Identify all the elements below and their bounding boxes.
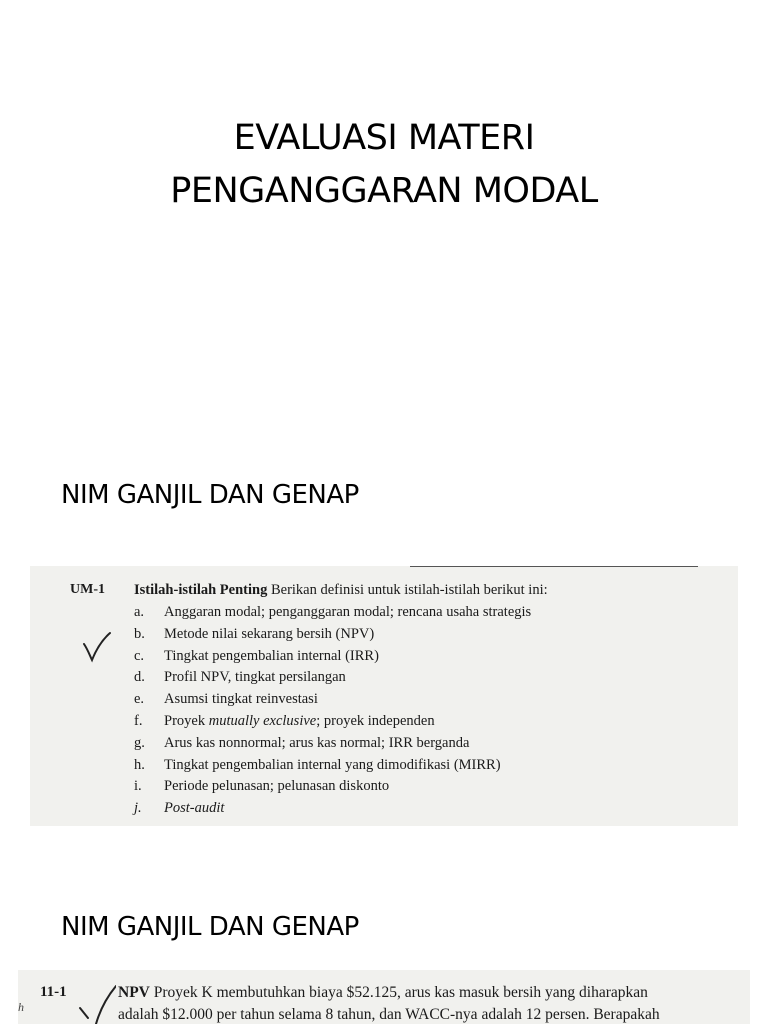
item-letter: a. bbox=[134, 604, 145, 620]
question-heading-bold: Istilah-istilah Penting bbox=[134, 582, 268, 598]
item-letter: b. bbox=[134, 625, 145, 642]
top-rule bbox=[410, 566, 698, 567]
list-item bbox=[134, 626, 531, 648]
section-heading-2: NIM GANJIL DAN GENAP bbox=[61, 912, 359, 942]
title-line-1: EVALUASI MATERI bbox=[233, 118, 535, 158]
question-heading-rest: Berikan definisi untuk istilah-istilah berikut ini: bbox=[267, 582, 548, 598]
item-letter: i. bbox=[134, 778, 142, 795]
section-heading-1: NIM GANJIL DAN GENAP bbox=[61, 480, 359, 510]
scanned-excerpt-11-1 bbox=[18, 970, 750, 1024]
problem-text-line-2: adalah $12.000 per tahun selama 8 tahun, dan WACC-nya adalah 12 persen. Berapakah bbox=[118, 1006, 660, 1023]
handwritten-check-icon bbox=[80, 630, 114, 664]
item-text: Asumsi tingkat reinvestasi bbox=[164, 691, 318, 708]
list-item bbox=[134, 735, 531, 757]
scanned-excerpt-um1 bbox=[30, 566, 738, 826]
item-text: Post-audit bbox=[164, 800, 225, 817]
list-item bbox=[134, 713, 531, 735]
item-text: Tingkat pengembalian internal yang dimodifikasi (MIRR) bbox=[164, 756, 501, 773]
item-text: Arus kas nonnormal; arus kas normal; IRR berganda bbox=[164, 734, 470, 751]
list-item bbox=[134, 691, 531, 713]
slide-title bbox=[0, 112, 768, 218]
item-letter: h. bbox=[134, 756, 145, 773]
list-item bbox=[134, 669, 531, 691]
item-text: Metode nilai sekarang bersih (NPV) bbox=[164, 625, 375, 642]
edge-mark: h bbox=[18, 1000, 24, 1014]
item-text: Proyek mutually exclusive; proyek independen bbox=[164, 712, 435, 729]
list-item bbox=[134, 604, 531, 626]
item-letter: d. bbox=[134, 669, 145, 686]
list-item bbox=[134, 800, 531, 822]
item-letter: e. bbox=[134, 691, 145, 708]
item-text: Periode pelunasan; pelunasan diskonto bbox=[164, 778, 390, 795]
item-letter: f. bbox=[134, 712, 143, 729]
list-item bbox=[134, 757, 531, 779]
item-text: Profil NPV, tingkat persilangan bbox=[164, 669, 346, 686]
item-text: Tingkat pengembalian internal (IRR) bbox=[164, 647, 379, 664]
list-item bbox=[134, 778, 531, 800]
item-text: Anggaran modal; penganggaran modal; rencana usaha strategis bbox=[164, 604, 532, 620]
item-letter: g. bbox=[134, 734, 145, 751]
handwritten-mark-icon bbox=[76, 984, 116, 1024]
list-item bbox=[134, 648, 531, 670]
item-letter: c. bbox=[134, 647, 145, 664]
problem-text-line-1: NPV Proyek K membutuhkan biaya $52.125, arus kas masuk bersih yang diharapkan bbox=[118, 984, 648, 1001]
problem-number: 11-1 bbox=[40, 984, 67, 1000]
question-number: UM-1 bbox=[70, 582, 105, 597]
term-list bbox=[134, 604, 531, 822]
title-line-2: PENGANGGARAN MODAL bbox=[170, 171, 598, 211]
item-letter: j. bbox=[134, 800, 142, 817]
question-heading bbox=[134, 582, 548, 599]
